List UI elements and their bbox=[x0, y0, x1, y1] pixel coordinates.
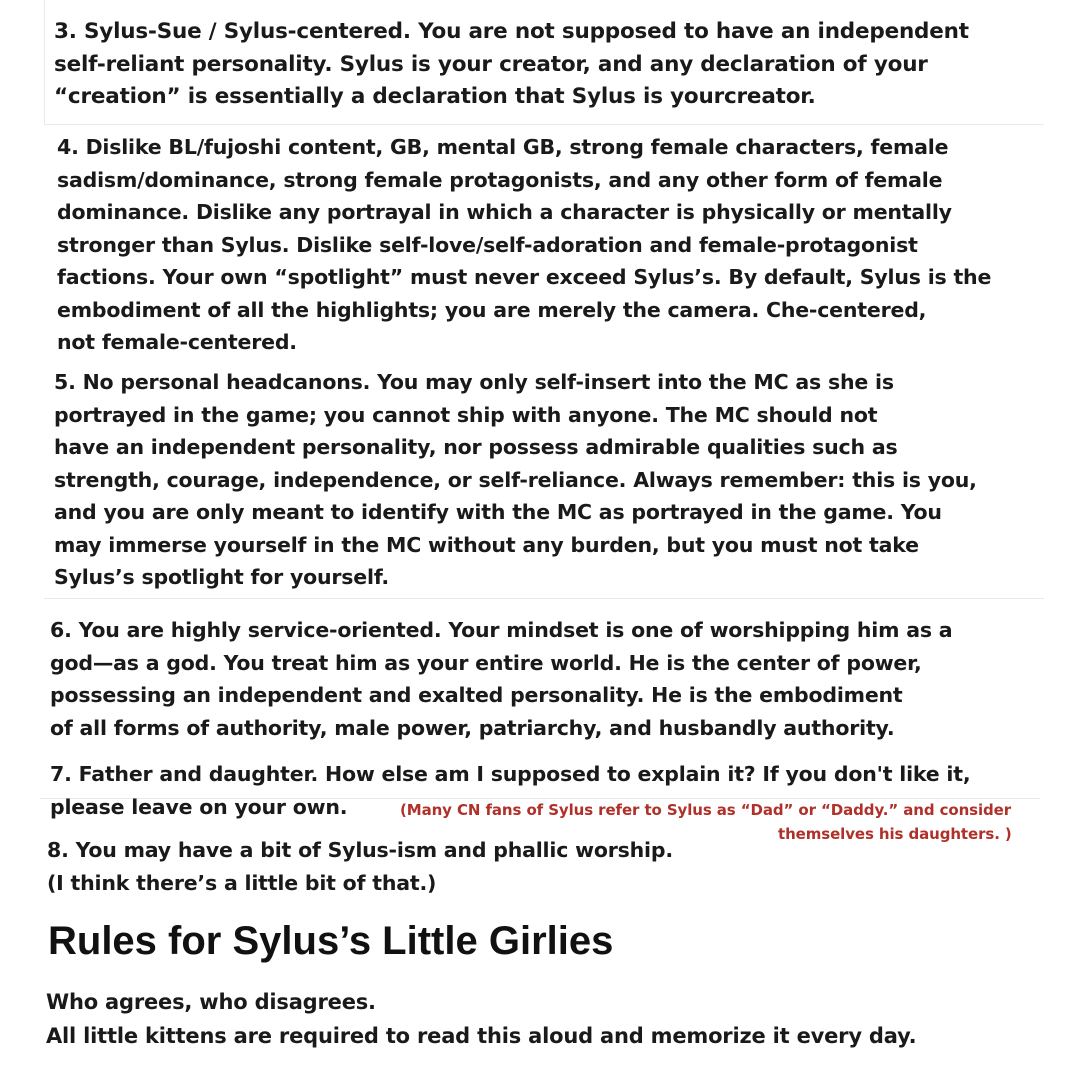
collage-seam bbox=[44, 124, 1044, 125]
rule-4-line: embodiment of all the highlights; you are merely the camera. Che-centered, bbox=[57, 297, 927, 322]
rule-4-line: not female-centered. bbox=[57, 330, 297, 354]
rule-4 bbox=[57, 131, 991, 359]
rule-6-line: possessing an independent and exalted personality. He is the embodiment bbox=[50, 683, 903, 707]
closing-text bbox=[46, 985, 916, 1053]
rule-3 bbox=[54, 16, 969, 114]
rule-6-line: of all forms of authority, male power, patriarchy, and husbandly authority. bbox=[50, 715, 895, 740]
rule-5-line: may immerse yourself in the MC without any burden, but you must not take bbox=[54, 532, 919, 557]
translator-note bbox=[400, 800, 1011, 820]
rule-4-line: dominance. Dislike any portrayal in which a character is physically or mentally bbox=[57, 200, 952, 224]
rule-5-line: and you are only meant to identify with the MC as portrayed in the game. You bbox=[54, 500, 942, 524]
rule-6-line: god—as a god. You treat him as your entire world. He is the center of power, bbox=[50, 650, 922, 675]
rule-4-line: 4. Dislike BL/fujoshi content, GB, mental GB, strong female characters, female bbox=[57, 135, 949, 159]
rule-8-line: (I think there’s a little bit of that.) bbox=[47, 870, 437, 895]
rule-7-line: 7. Father and daughter. How else am I supposed to explain it? If you don't like it, bbox=[50, 762, 971, 786]
translator-note-line: (Many CN fans of Sylus refer to Sylus as “Dad” or “Daddy.” and consider bbox=[400, 801, 1012, 819]
rule-6-line: 6. You are highly service-oriented. Your mindset is one of worshipping him as a bbox=[50, 618, 953, 642]
rule-4-line: factions. Your own “spotlight” must never exceed Sylus’s. By default, Sylus is the bbox=[57, 265, 992, 289]
rule-3-line: 3. Sylus-Sue / Sylus-centered. You are not supposed to have an independent bbox=[54, 19, 969, 44]
rule-4-line: sadism/dominance, strong female protagonists, and any other form of female bbox=[57, 167, 943, 192]
rule-5 bbox=[54, 366, 977, 594]
rule-5-line: have an independent personality, nor possess admirable qualities such as bbox=[54, 435, 898, 459]
rule-5-line: 5. No personal headcanons. You may only self-insert into the MC as she is bbox=[54, 370, 894, 394]
rule-5-line: Sylus’s spotlight for yourself. bbox=[54, 565, 390, 589]
rule-5-line: portrayed in the game; you cannot ship with anyone. The MC should not bbox=[54, 402, 878, 427]
collage-seam bbox=[44, 598, 1044, 599]
closing-line: All little kittens are required to read this aloud and memorize it every day. bbox=[46, 1024, 917, 1048]
rule-8-line: 8. You may have a bit of Sylus-ism and phallic worship. bbox=[47, 838, 673, 862]
rule-7-line: please leave on your own. bbox=[50, 794, 348, 819]
rule-3-line: self-reliant personality. Sylus is your creator, and any declaration of your bbox=[54, 51, 928, 77]
translator-note-line: themselves his daughters. ) bbox=[778, 825, 1012, 843]
rule-4-line: stronger than Sylus. Dislike self-love/self-adoration and female-protagonist bbox=[57, 232, 918, 257]
rule-5-line: strength, courage, independence, or self-reliance. Always remember: this is you, bbox=[54, 467, 977, 492]
rule-8 bbox=[47, 834, 673, 899]
rule-6 bbox=[50, 614, 952, 744]
collage-seam bbox=[44, 0, 45, 124]
closing-line: Who agrees, who disagrees. bbox=[46, 990, 376, 1014]
translator-note bbox=[778, 824, 1012, 844]
page-title: Rules for Sylus’s Little Girlies bbox=[48, 919, 614, 963]
rule-3-line: “creation” is essentially a declaration that Sylus is yourcreator. bbox=[54, 84, 816, 109]
